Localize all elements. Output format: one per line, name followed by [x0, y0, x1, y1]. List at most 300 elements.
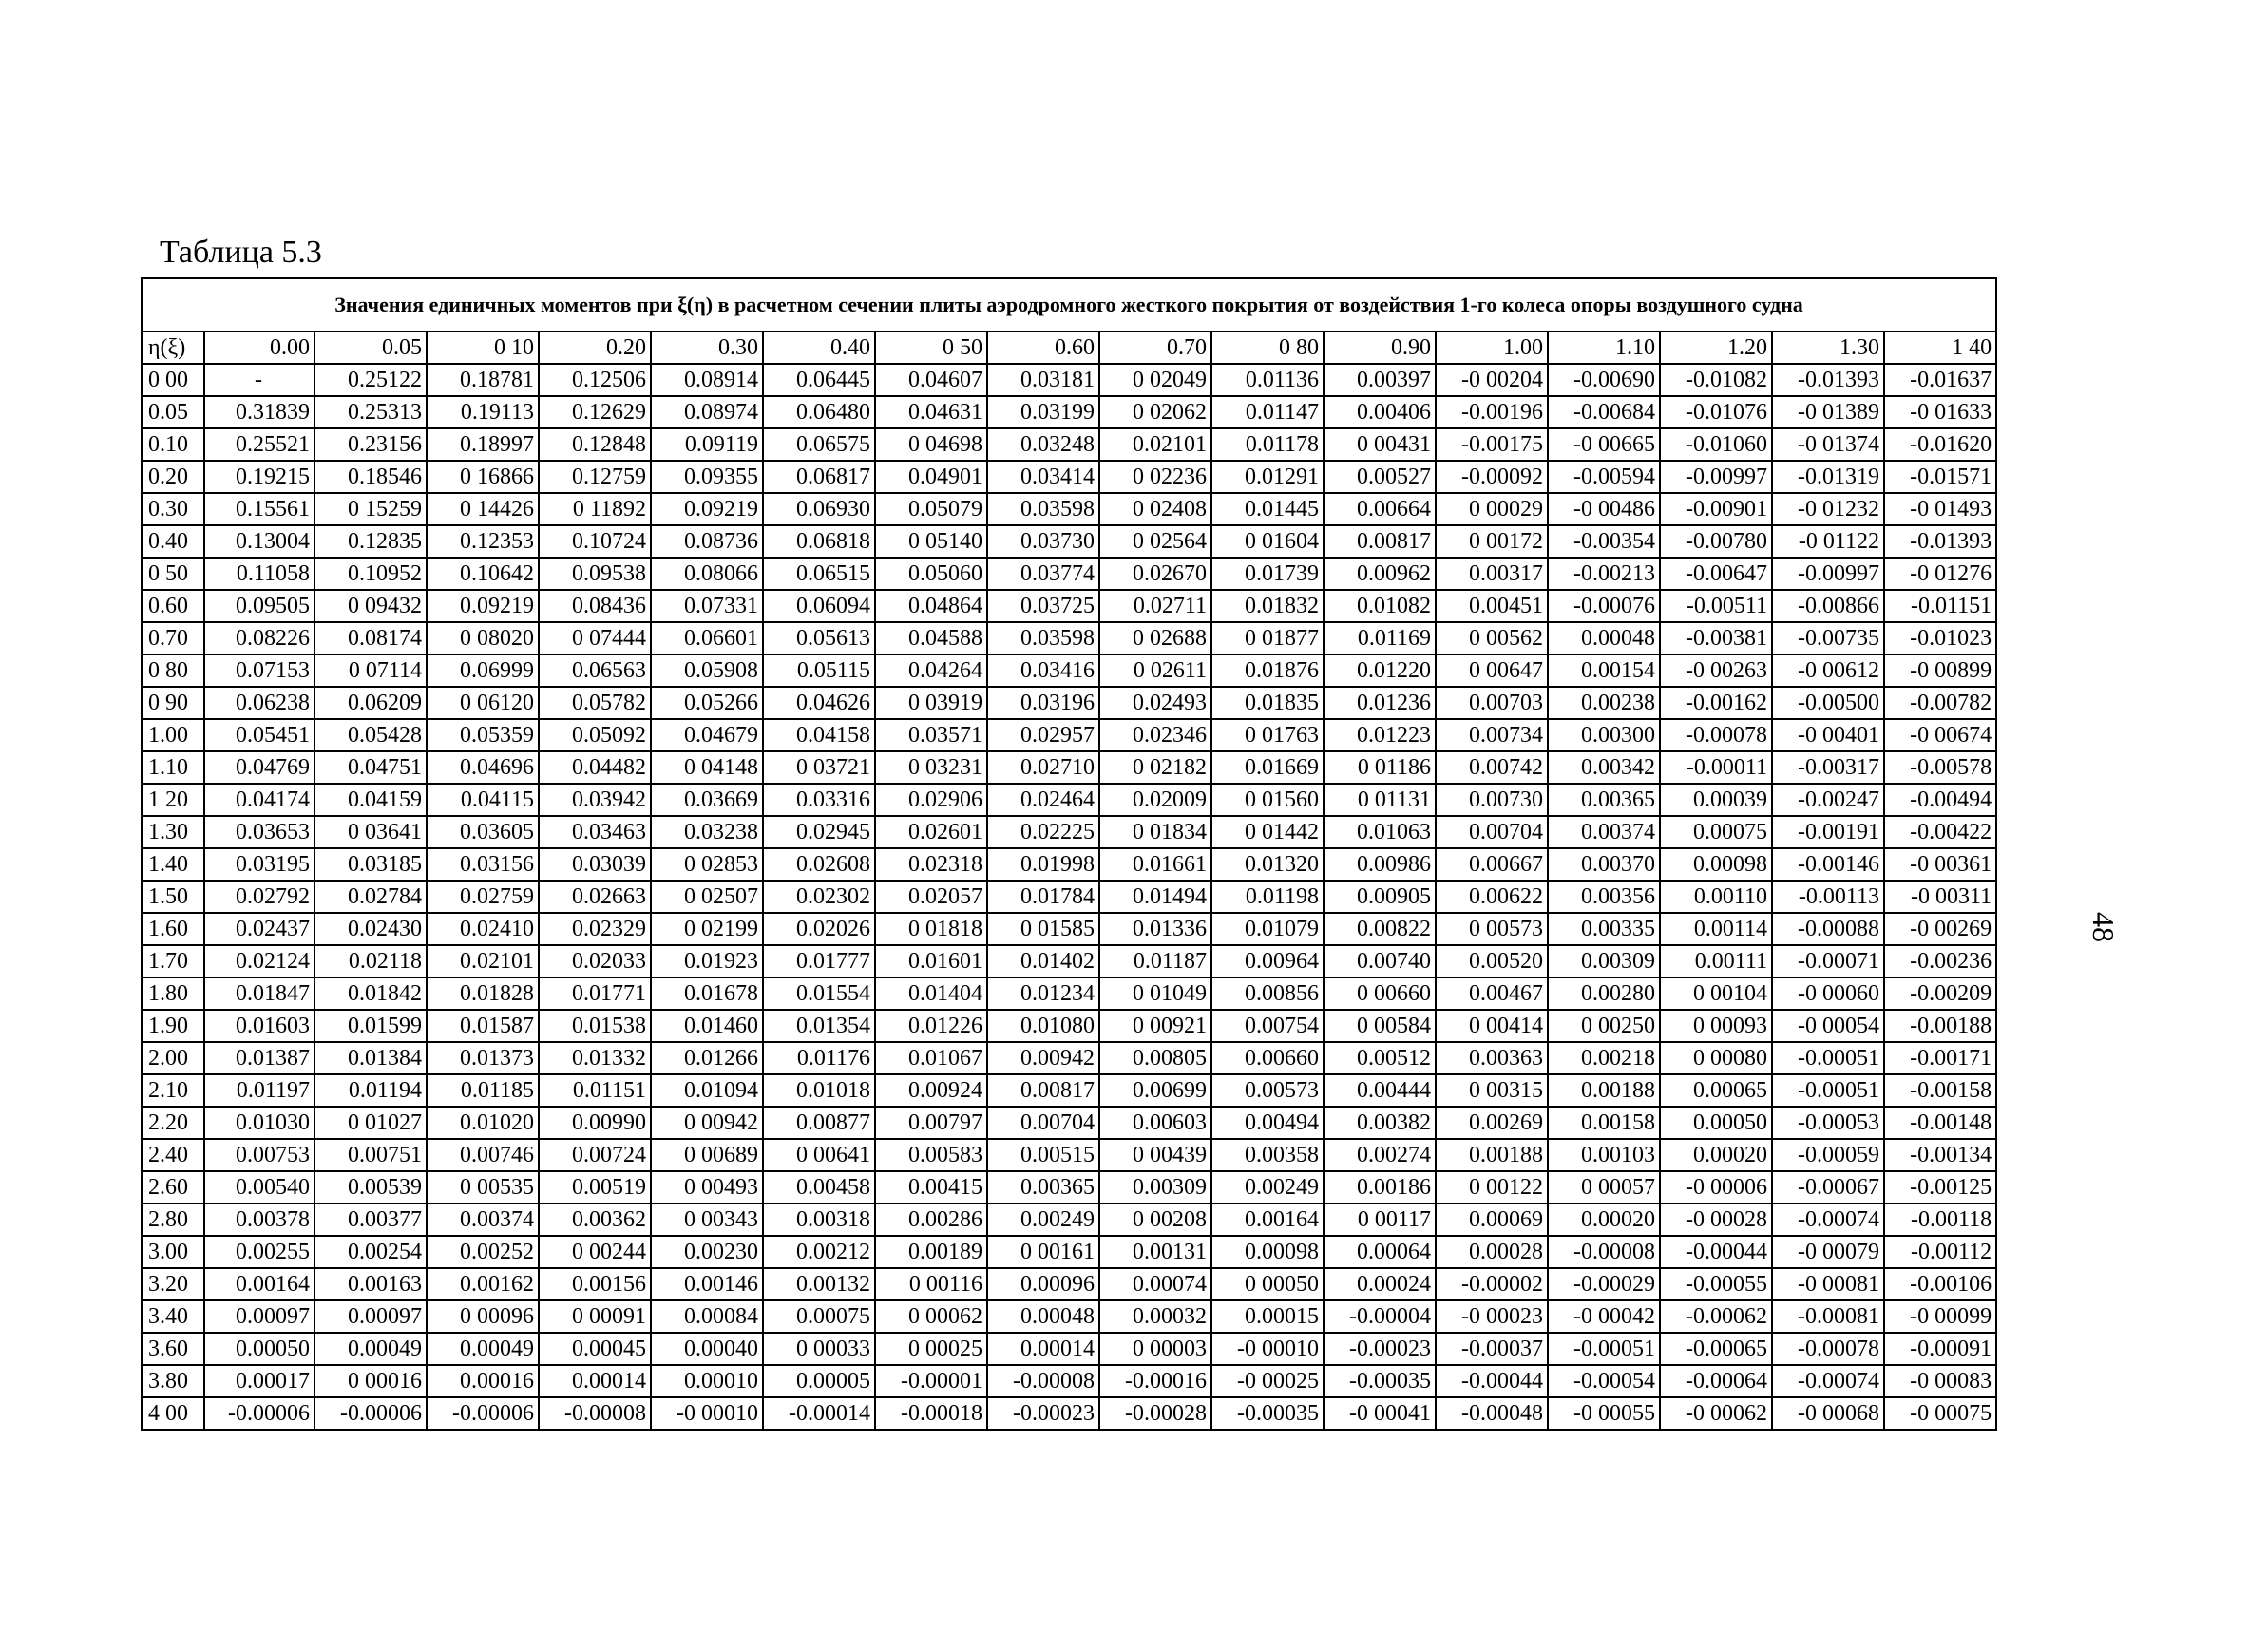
row-header: 1.60 [142, 913, 204, 945]
table-cell: 0.00074 [1099, 1268, 1211, 1300]
table-cell: -0.00354 [1548, 525, 1660, 558]
table-cell: 0.01601 [875, 945, 987, 977]
column-header: 0.40 [763, 332, 875, 364]
table-cell: 0.02026 [763, 913, 875, 945]
table-cell: 0.06445 [763, 364, 875, 396]
table-cell: 0.00754 [1211, 1010, 1324, 1042]
table-cell: 0.02437 [204, 913, 314, 945]
table-cell: 0.00573 [1211, 1074, 1324, 1107]
table-cell: 0.00377 [314, 1204, 427, 1236]
table-cell: 0 00439 [1099, 1139, 1211, 1171]
table-cell: -0.00071 [1772, 945, 1884, 977]
row-header: 0.60 [142, 590, 204, 622]
table-cell: 0.00924 [875, 1074, 987, 1107]
table-cell: 0.10952 [314, 558, 427, 590]
table-cell: 0.00704 [1436, 816, 1548, 848]
table-cell: 0.00040 [651, 1333, 763, 1365]
table-cell: 0.00467 [1436, 977, 1548, 1010]
row-header: 0.30 [142, 493, 204, 525]
table-cell: 0.09505 [204, 590, 314, 622]
table-cell: 0.01320 [1211, 848, 1324, 881]
table-cell: -0 00081 [1772, 1268, 1884, 1300]
table-cell: 0.00356 [1548, 881, 1660, 913]
table-cell: 0.12835 [314, 525, 427, 558]
table-cell: 0 07114 [314, 654, 427, 687]
table-cell: 0.01020 [427, 1107, 539, 1139]
table-row [142, 881, 1996, 913]
table-cell: 0 01131 [1324, 784, 1436, 816]
table-cell: -0 00099 [1884, 1300, 1996, 1333]
table-cell: 0 08020 [427, 622, 539, 654]
table-cell: -0 00674 [1884, 719, 1996, 751]
row-header: 2.10 [142, 1074, 204, 1107]
table-cell: 0.04482 [539, 751, 651, 784]
table-cell: 0.00164 [204, 1268, 314, 1300]
table-row [142, 525, 1996, 558]
table-cell: 0.01354 [763, 1010, 875, 1042]
table-cell: 0.00274 [1324, 1139, 1436, 1171]
row-header: 3.60 [142, 1333, 204, 1365]
table-cell: 0 04148 [651, 751, 763, 784]
table-cell: 0.00730 [1436, 784, 1548, 816]
table-cell: 0.02493 [1099, 687, 1211, 719]
table-cell: -0.00209 [1884, 977, 1996, 1010]
table-cell: 0.00805 [1099, 1042, 1211, 1074]
table-cell: 0 01763 [1211, 719, 1324, 751]
table-cell: 0.02009 [1099, 784, 1211, 816]
table-cell: 0.00097 [204, 1300, 314, 1333]
table-cell: 0 00493 [651, 1171, 763, 1204]
table-cell: 0.03199 [987, 396, 1099, 428]
table-cell: 0.01739 [1211, 558, 1324, 590]
table-cell: 0.05428 [314, 719, 427, 751]
table-cell: 0.00374 [427, 1204, 539, 1236]
table-cell: 0.00877 [763, 1107, 875, 1139]
table-cell: 0.00146 [651, 1268, 763, 1300]
table-cell: -0.00866 [1772, 590, 1884, 622]
table-cell: 0.01373 [427, 1042, 539, 1074]
column-header: 1.00 [1436, 332, 1548, 364]
table-cell: -0 00263 [1660, 654, 1772, 687]
table-cell: 0.00163 [314, 1268, 427, 1300]
table-row [142, 1333, 1996, 1365]
table-cell: 0.01402 [987, 945, 1099, 977]
table-cell: - [204, 364, 314, 396]
column-header: 0.60 [987, 332, 1099, 364]
row-header: 0.20 [142, 461, 204, 493]
table-title: Значения единичных моментов при ξ(η) в расчетном сечении плиты аэродромного жесткого покрытия от воздействия 1-го колеса опоры воздушного судна [142, 278, 1996, 332]
table-cell: -0.00002 [1436, 1268, 1548, 1300]
table-cell: 0.00751 [314, 1139, 427, 1171]
table-cell: 0 00660 [1324, 977, 1436, 1010]
table-cell: 0.00378 [204, 1204, 314, 1236]
table-cell: 0.03730 [987, 525, 1099, 558]
table-cell: 0 00029 [1436, 493, 1548, 525]
table-cell: 0.00103 [1548, 1139, 1660, 1171]
table-cell: -0.00247 [1772, 784, 1884, 816]
table-cell: 0.00020 [1548, 1204, 1660, 1236]
table-cell: 0 00122 [1436, 1171, 1548, 1204]
row-header: 0 90 [142, 687, 204, 719]
table-row [142, 1236, 1996, 1268]
table-cell: 0.01678 [651, 977, 763, 1010]
table-cell: 0.02759 [427, 881, 539, 913]
table-cell: 0 01049 [1099, 977, 1211, 1010]
table-cell: 0.04679 [651, 719, 763, 751]
table-cell: 0 14426 [427, 493, 539, 525]
row-header: 0.40 [142, 525, 204, 558]
table-cell: -0.01620 [1884, 428, 1996, 461]
table-cell: 0.02784 [314, 881, 427, 913]
table-cell: 0.00317 [1436, 558, 1548, 590]
row-header: 2.20 [142, 1107, 204, 1139]
table-cell: -0.00035 [1324, 1365, 1436, 1397]
table-cell: -0.00029 [1548, 1268, 1660, 1300]
row-header: 1.30 [142, 816, 204, 848]
table-cell: 0 00062 [875, 1300, 987, 1333]
table-cell: 0.09538 [539, 558, 651, 590]
table-cell: 0.02346 [1099, 719, 1211, 751]
row-header: 1 20 [142, 784, 204, 816]
table-cell: 0.00740 [1324, 945, 1436, 977]
table-row [142, 913, 1996, 945]
table-cell: 0.02318 [875, 848, 987, 881]
table-cell: 0.01828 [427, 977, 539, 1010]
table-cell: 0.02118 [314, 945, 427, 977]
table-cell: 0.00962 [1324, 558, 1436, 590]
table-cell: -0.00381 [1660, 622, 1772, 654]
table-cell: -0.00051 [1772, 1042, 1884, 1074]
table-cell: -0.00106 [1884, 1268, 1996, 1300]
table-cell: 0.01080 [987, 1010, 1099, 1042]
row-header: 3.00 [142, 1236, 204, 1268]
table-cell: -0.00008 [1548, 1236, 1660, 1268]
table-cell: 0 02564 [1099, 525, 1211, 558]
table-cell: 0.08436 [539, 590, 651, 622]
table-cell: 0.01136 [1211, 364, 1324, 396]
table-cell: 0.06563 [539, 654, 651, 687]
table-cell: -0.00317 [1772, 751, 1884, 784]
table-cell: 0 00584 [1324, 1010, 1436, 1042]
table-cell: 0.07153 [204, 654, 314, 687]
table-cell: 0.01842 [314, 977, 427, 1010]
table-cell: 0.00309 [1548, 945, 1660, 977]
table-cell: 0.02945 [763, 816, 875, 848]
table-cell: 0.00822 [1324, 913, 1436, 945]
table-cell: 0.00280 [1548, 977, 1660, 1010]
table-cell: 0.02124 [204, 945, 314, 977]
table-cell: 0.00358 [1211, 1139, 1324, 1171]
column-header: 0.90 [1324, 332, 1436, 364]
table-cell: -0.00088 [1772, 913, 1884, 945]
table-cell: 0.01197 [204, 1074, 314, 1107]
table-cell: 0 00414 [1436, 1010, 1548, 1042]
table-cell: 0.01384 [314, 1042, 427, 1074]
table-cell: 0.03238 [651, 816, 763, 848]
table-cell: 0.06930 [763, 493, 875, 525]
table-cell: -0.00118 [1884, 1204, 1996, 1236]
table-cell: -0.00062 [1660, 1300, 1772, 1333]
table-cell: 0.01067 [875, 1042, 987, 1074]
table-cell: 0.01178 [1211, 428, 1324, 461]
table-cell: 0 01877 [1211, 622, 1324, 654]
table-cell: 0.01332 [539, 1042, 651, 1074]
table-cell: 0 03231 [875, 751, 987, 784]
table-cell: 0.04115 [427, 784, 539, 816]
table-cell: 0 00315 [1436, 1074, 1548, 1107]
table-cell: -0.01393 [1884, 525, 1996, 558]
table-cell: 0.00583 [875, 1139, 987, 1171]
table-cell: 0 00161 [987, 1236, 1099, 1268]
table-cell: 0.01998 [987, 848, 1099, 881]
table-cell: 0.01185 [427, 1074, 539, 1107]
table-cell: 0 00689 [651, 1139, 763, 1171]
table-cell: -0.00016 [1099, 1365, 1211, 1397]
table-cell: 0.04174 [204, 784, 314, 816]
table-cell: 0.00797 [875, 1107, 987, 1139]
table-cell: 0.00942 [987, 1042, 1099, 1074]
table-cell: 0.03774 [987, 558, 1099, 590]
table-cell: 0 02611 [1099, 654, 1211, 687]
table-cell: -0.00078 [1772, 1333, 1884, 1365]
table-cell: 0 02199 [651, 913, 763, 945]
table-cell: -0 01122 [1772, 525, 1884, 558]
row-header: 4 00 [142, 1397, 204, 1430]
table-cell: 0.02711 [1099, 590, 1211, 622]
table-cell: 0.00515 [987, 1139, 1099, 1171]
table-cell: 0.00050 [204, 1333, 314, 1365]
table-cell: 0 01834 [1099, 816, 1211, 848]
table-cell: 0.03316 [763, 784, 875, 816]
table-cell: 0.00045 [539, 1333, 651, 1365]
table-cell: -0 00028 [1660, 1204, 1772, 1236]
row-header: 0.05 [142, 396, 204, 428]
table-cell: 0.01236 [1324, 687, 1436, 719]
table-cell: 0.10642 [427, 558, 539, 590]
table-cell: 0.00451 [1436, 590, 1548, 622]
table-cell: 0.07331 [651, 590, 763, 622]
table-cell: 0.03248 [987, 428, 1099, 461]
table-cell: 0.00374 [1548, 816, 1660, 848]
table-cell: 0 00116 [875, 1268, 987, 1300]
table-cell: -0.00997 [1660, 461, 1772, 493]
table-row [142, 1204, 1996, 1236]
table-cell: 0.02057 [875, 881, 987, 913]
table-cell: 0.05359 [427, 719, 539, 751]
table-cell: 0.00817 [987, 1074, 1099, 1107]
table-cell: -0.00014 [763, 1397, 875, 1430]
table-cell: 0.00905 [1324, 881, 1436, 913]
table-cell: 0 16866 [427, 461, 539, 493]
table-cell: -0 00062 [1660, 1397, 1772, 1430]
table-cell: 0.05908 [651, 654, 763, 687]
table-cell: 0.00365 [987, 1171, 1099, 1204]
table-caption: Таблица 5.3 [160, 235, 322, 270]
table-cell: 0.09355 [651, 461, 763, 493]
table-cell: 0.03156 [427, 848, 539, 881]
column-header: 0 80 [1211, 332, 1324, 364]
table-cell: 0.04769 [204, 751, 314, 784]
table-cell: 0.00664 [1324, 493, 1436, 525]
table-row [142, 945, 1996, 977]
table-cell: -0.00188 [1884, 1010, 1996, 1042]
table-cell: -0 01276 [1884, 558, 1996, 590]
table-cell: 0.00990 [539, 1107, 651, 1139]
table-cell: 0 02062 [1099, 396, 1211, 428]
table-cell: 0.00660 [1211, 1042, 1324, 1074]
table-cell: 0 00080 [1660, 1042, 1772, 1074]
table-cell: 0.04588 [875, 622, 987, 654]
row-header: 1.50 [142, 881, 204, 913]
table-cell: 0.02101 [427, 945, 539, 977]
table-cell: 0.01387 [204, 1042, 314, 1074]
table-cell: 0.00017 [204, 1365, 314, 1397]
table-cell: 0.00734 [1436, 719, 1548, 751]
table-cell: 0 00096 [427, 1300, 539, 1333]
table-row [142, 364, 1996, 396]
table-cell: 0 07444 [539, 622, 651, 654]
table-cell: 0.00269 [1436, 1107, 1548, 1139]
table-cell: -0 01232 [1772, 493, 1884, 525]
table-cell: -0 01374 [1772, 428, 1884, 461]
table-cell: 0.00986 [1324, 848, 1436, 881]
table-cell: 0.02101 [1099, 428, 1211, 461]
table-cell: 0.05266 [651, 687, 763, 719]
moments-table [141, 277, 1997, 1431]
table-cell: -0.00008 [987, 1365, 1099, 1397]
table-cell: -0.00158 [1884, 1074, 1996, 1107]
table-cell: -0 01633 [1884, 396, 1996, 428]
table-cell: 0.03196 [987, 687, 1099, 719]
column-header-row [142, 332, 1996, 364]
table-cell: 0.01176 [763, 1042, 875, 1074]
table-cell: 0.06515 [763, 558, 875, 590]
column-header: 1.10 [1548, 332, 1660, 364]
table-cell: 0 00921 [1099, 1010, 1211, 1042]
table-cell: 0.02601 [875, 816, 987, 848]
table-cell: 0.09119 [651, 428, 763, 461]
table-cell: 0.01771 [539, 977, 651, 1010]
table-row [142, 428, 1996, 461]
table-cell: -0.00511 [1660, 590, 1772, 622]
table-cell: 0.03725 [987, 590, 1099, 622]
table-cell: -0.00078 [1660, 719, 1772, 751]
table-cell: 0.01777 [763, 945, 875, 977]
table-cell: -0.00175 [1436, 428, 1548, 461]
table-cell: 0.06575 [763, 428, 875, 461]
table-cell: -0.00081 [1772, 1300, 1884, 1333]
table-cell: -0 01493 [1884, 493, 1996, 525]
table-cell: -0 00010 [651, 1397, 763, 1430]
table-row [142, 1074, 1996, 1107]
table-cell: -0.00782 [1884, 687, 1996, 719]
table-cell: -0.00023 [1324, 1333, 1436, 1365]
table-cell: -0 00083 [1884, 1365, 1996, 1397]
table-cell: 0.00158 [1548, 1107, 1660, 1139]
table-cell: 0.01063 [1324, 816, 1436, 848]
table-cell: -0.00006 [314, 1397, 427, 1430]
table-cell: -0.00004 [1324, 1300, 1436, 1333]
table-cell: 0.00064 [1324, 1236, 1436, 1268]
table-cell: -0.00500 [1772, 687, 1884, 719]
table-cell: -0 00401 [1772, 719, 1884, 751]
table-cell: 0.00318 [763, 1204, 875, 1236]
table-cell: -0 00486 [1548, 493, 1660, 525]
table-cell: -0.01151 [1884, 590, 1996, 622]
table-cell: 0.01079 [1211, 913, 1324, 945]
table-cell: 0 02408 [1099, 493, 1211, 525]
table-cell: 0 01604 [1211, 525, 1324, 558]
table-cell: 0.03195 [204, 848, 314, 881]
table-cell: 0.00154 [1548, 654, 1660, 687]
table-cell: 0.05451 [204, 719, 314, 751]
table-cell: 0.01226 [875, 1010, 987, 1042]
column-header: 0.05 [314, 332, 427, 364]
table-cell: -0.00148 [1884, 1107, 1996, 1139]
table-cell: -0.00236 [1884, 945, 1996, 977]
table-cell: 0.04751 [314, 751, 427, 784]
table-cell: 0 00535 [427, 1171, 539, 1204]
table-cell: 0.04626 [763, 687, 875, 719]
table-cell: 0 02507 [651, 881, 763, 913]
table-cell: 0.00188 [1548, 1074, 1660, 1107]
table-cell: 0.00075 [1660, 816, 1772, 848]
table-cell: -0.00051 [1548, 1333, 1660, 1365]
table-cell: 0 03721 [763, 751, 875, 784]
table-cell: 0.25521 [204, 428, 314, 461]
table-cell: 0.00856 [1211, 977, 1324, 1010]
table-cell: 0.03942 [539, 784, 651, 816]
table-cell: 0.02608 [763, 848, 875, 881]
table-cell: -0.00011 [1660, 751, 1772, 784]
table-cell: 0.06238 [204, 687, 314, 719]
table-cell: -0.00074 [1772, 1365, 1884, 1397]
table-cell: -0 00665 [1548, 428, 1660, 461]
table-cell: 0.09219 [427, 590, 539, 622]
table-row [142, 1300, 1996, 1333]
table-cell: 0 00093 [1660, 1010, 1772, 1042]
table-cell: 0 06120 [427, 687, 539, 719]
table-cell: 0.04159 [314, 784, 427, 816]
table-cell: -0.00018 [875, 1397, 987, 1430]
table-cell: -0 00055 [1548, 1397, 1660, 1430]
table-cell: -0.00053 [1772, 1107, 1884, 1139]
table-cell: 0.19215 [204, 461, 314, 493]
table-cell: 0.01220 [1324, 654, 1436, 687]
row-header: 3.40 [142, 1300, 204, 1333]
table-row [142, 590, 1996, 622]
table-cell: 0.05115 [763, 654, 875, 687]
table-cell: 0 02853 [651, 848, 763, 881]
moments-table-container [141, 277, 1992, 1431]
table-cell: 0.02430 [314, 913, 427, 945]
table-cell: 0.00186 [1324, 1171, 1436, 1204]
column-header: 1.30 [1772, 332, 1884, 364]
table-cell: 0.00131 [1099, 1236, 1211, 1268]
table-cell: 0.02329 [539, 913, 651, 945]
table-cell: -0.00055 [1660, 1268, 1772, 1300]
table-cell: 0.00014 [539, 1365, 651, 1397]
table-cell: 0.01291 [1211, 461, 1324, 493]
table-cell: -0.00051 [1772, 1074, 1884, 1107]
table-cell: 0.02464 [987, 784, 1099, 816]
table-cell: -0.01023 [1884, 622, 1996, 654]
table-cell: 0.04864 [875, 590, 987, 622]
table-cell: 0.00249 [1211, 1171, 1324, 1204]
table-cell: -0.00684 [1548, 396, 1660, 428]
table-row [142, 816, 1996, 848]
table-cell: 0.08914 [651, 364, 763, 396]
